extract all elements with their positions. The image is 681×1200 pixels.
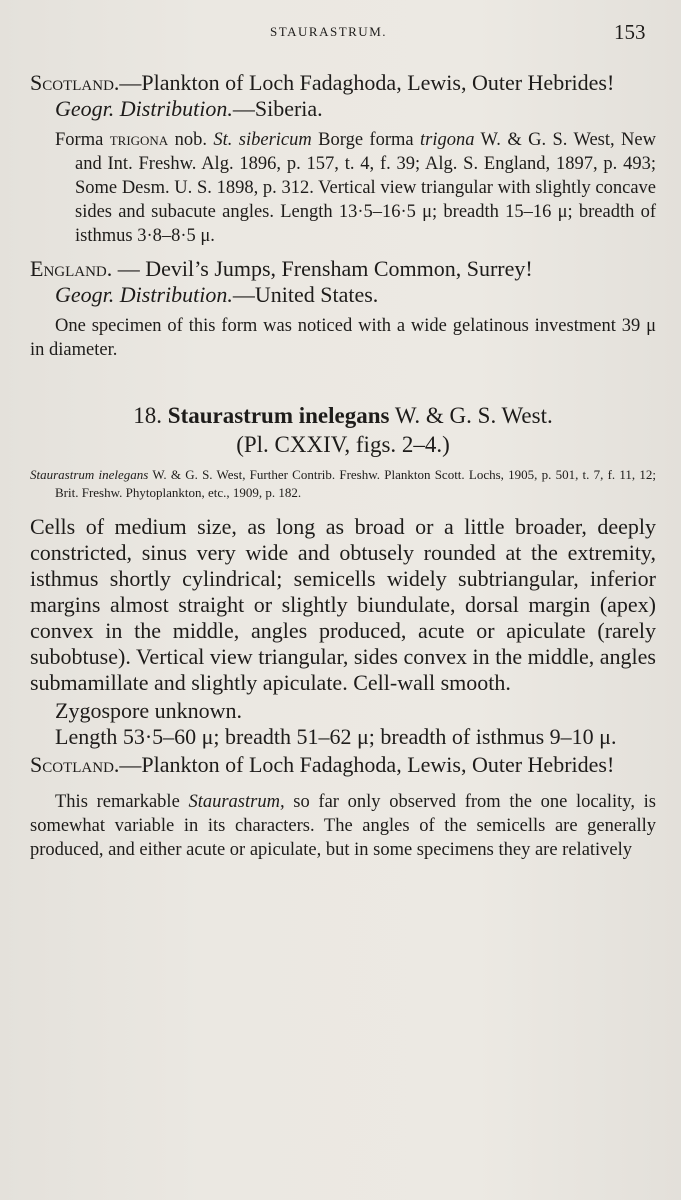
synonym-forma: trigona — [420, 130, 475, 150]
species-description: Cells of medium size, as long as broad or a little broader, deeply constricted, sinus very wide and obtusely rounded at the extremity, isthmus shortly cylindrical; semicells widely subtriangular, inferior margins almost straight or slightly biundulate, dorsal margin (apex) convex in the middle, angles produced, acute or apiculate (rarely subobtuse). Vertical view triangular, sides convex in the middle, angles submamillate and slightly apiculate. Cell-wall smooth. — [30, 514, 656, 695]
plate-reference: (Pl. CXXIV, figs. 2–4.) — [236, 432, 450, 457]
page-header — [0, 20, 681, 48]
locality-text: — Devil’s Jumps, Frensham Common, Surrey! — [112, 256, 533, 281]
genus-name: Staurastrum, — [188, 792, 285, 812]
page-number: 153 — [614, 20, 646, 44]
region-name: England. — [30, 256, 113, 281]
specimen-note: One specimen of this form was noticed with a wide gelatinous investment 39 μ in diameter. — [30, 316, 656, 360]
distribution-label: Geogr. Distribution. — [55, 96, 233, 121]
england-locality — [30, 256, 656, 282]
distribution-line — [30, 96, 656, 122]
species-number: 18. — [133, 403, 168, 428]
forma-suffix: nob. — [168, 130, 214, 150]
reference-text: W. & G. S. West, Further Contrib. Freshw. Plankton Scott. Lochs, 1905, p. 501, t. 7, f. 11, 12; Brit. Freshw. Phytoplankton, etc., 1909, p. 182. — [55, 467, 656, 500]
running-title: STAURASTRUM. — [270, 24, 388, 39]
distribution-text: —Siberia. — [232, 96, 323, 121]
reference-name: Staurastrum inelegans — [30, 467, 149, 482]
closing-text-start: This remarkable — [55, 792, 189, 812]
species-heading — [30, 402, 656, 430]
dimensions-line: Length 53·5–60 μ; breadth 51–62 μ; breadth of isthmus 9–10 μ. — [55, 724, 617, 749]
page-body — [30, 70, 656, 862]
region-name: Scotland. — [30, 752, 120, 777]
locality-text: —Plankton of Loch Fadaghoda, Lewis, Outer Hebrides! — [119, 752, 615, 777]
locality-text: —Plankton of Loch Fadaghoda, Lewis, Outer Hebrides! — [119, 70, 615, 95]
synonym-mid: Borge forma — [311, 130, 420, 150]
species-authority: W. & G. S. West. — [389, 403, 553, 428]
closing-text-end: so far only observed from the one locality, is somewhat variable in its characters. The angles of the semicells are generally produced, and either acute or apiculate, but in some specimens they are relatively — [30, 792, 656, 860]
scotland-locality — [30, 752, 656, 778]
forma-trigona-paragraph — [30, 128, 656, 248]
zygospore-line: Zygospore unknown. — [55, 698, 242, 723]
forma-label: Forma — [55, 130, 110, 150]
species-name: Staurastrum inelegans — [167, 403, 390, 428]
distribution-text: —United States. — [232, 282, 379, 307]
distribution-label: Geogr. Distribution. — [55, 282, 233, 307]
closing-paragraph — [30, 790, 656, 862]
forma-name: trigona — [109, 130, 169, 150]
forma-text: W. & G. S. West, New and Int. Freshw. Alg. 1896, p. 157, t. 4, f. 39; Alg. S. England, 1897, p. 493; Some Desm. U. S. 1898, p. 312. Vertical view triangular with slightly concave sides and subacute angles. Length 13·5–16·5 μ; breadth 15–16 μ; breadth of isthmus 3·8–8·5 μ. — [75, 130, 656, 246]
synonym-name: St. sibericum — [213, 130, 312, 150]
literature-references — [30, 466, 656, 502]
distribution-line — [30, 282, 656, 308]
region-name: Scotland. — [30, 70, 120, 95]
scotland-locality — [30, 70, 656, 96]
